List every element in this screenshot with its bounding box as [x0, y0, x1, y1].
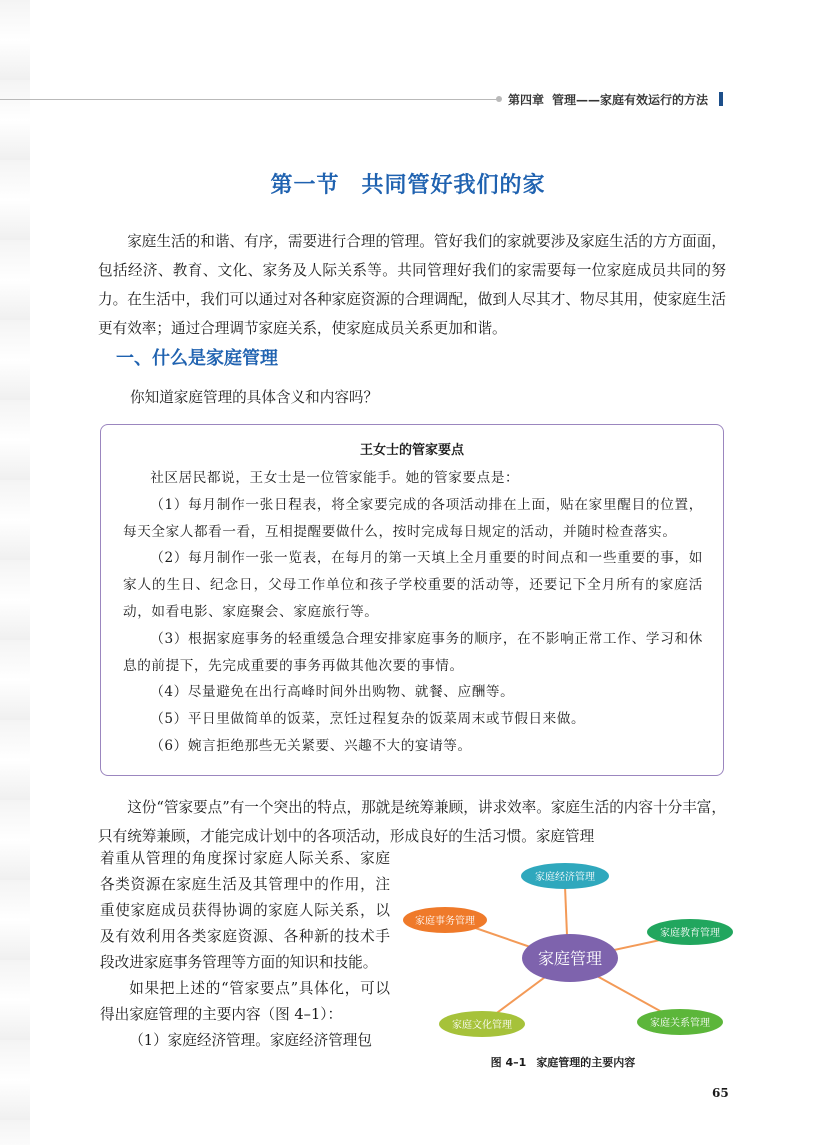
case-paragraph: （4）尽量避免在出行高峰时间外出购物、就餐、应酬等。	[150, 684, 515, 701]
node-culture	[439, 1011, 525, 1037]
figure-caption-text: 家庭管理的主要内容	[536, 1056, 636, 1069]
summary-paragraph: 如果把上述的“管家要点”具体化，可以得出家庭管理的主要内容（图 4–1）：	[100, 980, 390, 1023]
header-bar	[719, 92, 723, 106]
left-column-text	[100, 846, 390, 1054]
continuation-paragraph: 着重从管理的角度探讨家庭人际关系、家庭各类资源在家庭生活及其管理中的作用，注重使家庭成员获得协调的家庭人际关系，以及有效利用各类家庭资源、各种新的技术手段改进家庭事务管理等方面的知识和技能。	[100, 850, 390, 971]
case-box	[100, 424, 724, 776]
section-title	[0, 168, 816, 199]
subsection-heading: 一、什么是家庭管理	[116, 348, 278, 369]
node-education	[647, 919, 733, 945]
header-rule	[0, 99, 498, 100]
family-management-diagram	[398, 852, 738, 1052]
section-number: 第一节	[270, 173, 340, 198]
node-economy	[521, 863, 609, 889]
item-paragraph: （1）家庭经济管理。家庭经济管理包	[129, 1032, 372, 1049]
case-paragraph: 社区居民都说，王女士是一位管家能手。她的管家要点是：	[150, 470, 520, 486]
figure-label: 图 4–1	[490, 1056, 527, 1069]
node-relations-label: 家庭关系管理	[650, 1018, 710, 1029]
case-paragraph: （3）根据家庭事务的轻重缓急合理安排家庭事务的顺序，在不影响正常工作、学习和休息的前提下，先完成重要的事务再做其他次要的事情。	[123, 630, 703, 674]
case-box-body	[123, 465, 703, 760]
header-rule-dot	[496, 96, 502, 102]
case-paragraph: （5）平日里做简单的饭菜，烹饪过程复杂的饭菜周末或节假日来做。	[150, 711, 586, 728]
intro-paragraph: 家庭生活的和谐、有序，需要进行合理的管理。管好我们的家就要涉及家庭生活的方方面面，包括经济、教育、文化、家务及人际关系等。共同管理好我们的家需要每一位家庭成员共同的努力。在生活中，我们可以通过对各种家庭资源的合理调配，做到人尽其才、物尽其用，使家庭生活更有效率；通过合理调节家庭关系，使家庭成员关系更加和谐。	[98, 233, 726, 337]
question-text: 你知道家庭管理的具体含义和内容吗？	[130, 389, 379, 406]
node-economy-label: 家庭经济管理	[535, 872, 595, 883]
running-header	[508, 91, 716, 108]
node-center-label: 家庭管理	[537, 949, 603, 968]
node-education-label: 家庭教育管理	[660, 928, 720, 939]
page-number: 65	[712, 1086, 729, 1100]
case-paragraph: （2）每月制作一张一览表，在每月的第一天填上全月重要的时间点和一些重要的事，如家人的生日、纪念日，父母工作单位和孩子学校重要的活动等，还要记下全月所有的家庭活动，如看电影、家庭聚会、家庭旅行等。	[123, 550, 703, 620]
case-paragraph: （1）每月制作一张日程表，将全家要完成的各项活动排在上面，贴在家里醒目的位置，每天全家人都看一看，互相提醒要做什么，按时完成每日规定的活动，并随时检查落实。	[123, 496, 703, 540]
node-housework	[403, 907, 487, 933]
header-chapter: 第四章	[508, 93, 545, 107]
header-title: 管理——家庭有效运行的方法	[552, 93, 709, 107]
case-paragraph: （6）婉言拒绝那些无关紧要、兴趣不大的宴请等。	[150, 737, 472, 754]
node-housework-label: 家庭事务管理	[415, 916, 475, 927]
node-relations	[637, 1009, 723, 1035]
analysis-paragraph: 这份“管家要点”有一个突出的特点，那就是统筹兼顾，讲求效率。家庭生活的内容十分丰富，只有统筹兼顾，才能完成计划中的各项活动，形成良好的生活习惯。家庭管理	[98, 799, 726, 845]
figure-caption	[398, 1054, 738, 1070]
node-center	[522, 934, 618, 982]
node-culture-label: 家庭文化管理	[452, 1020, 512, 1031]
section-title-text: 共同管好我们的家	[361, 173, 546, 198]
case-box-title: 王女士的管家要点	[359, 443, 464, 458]
